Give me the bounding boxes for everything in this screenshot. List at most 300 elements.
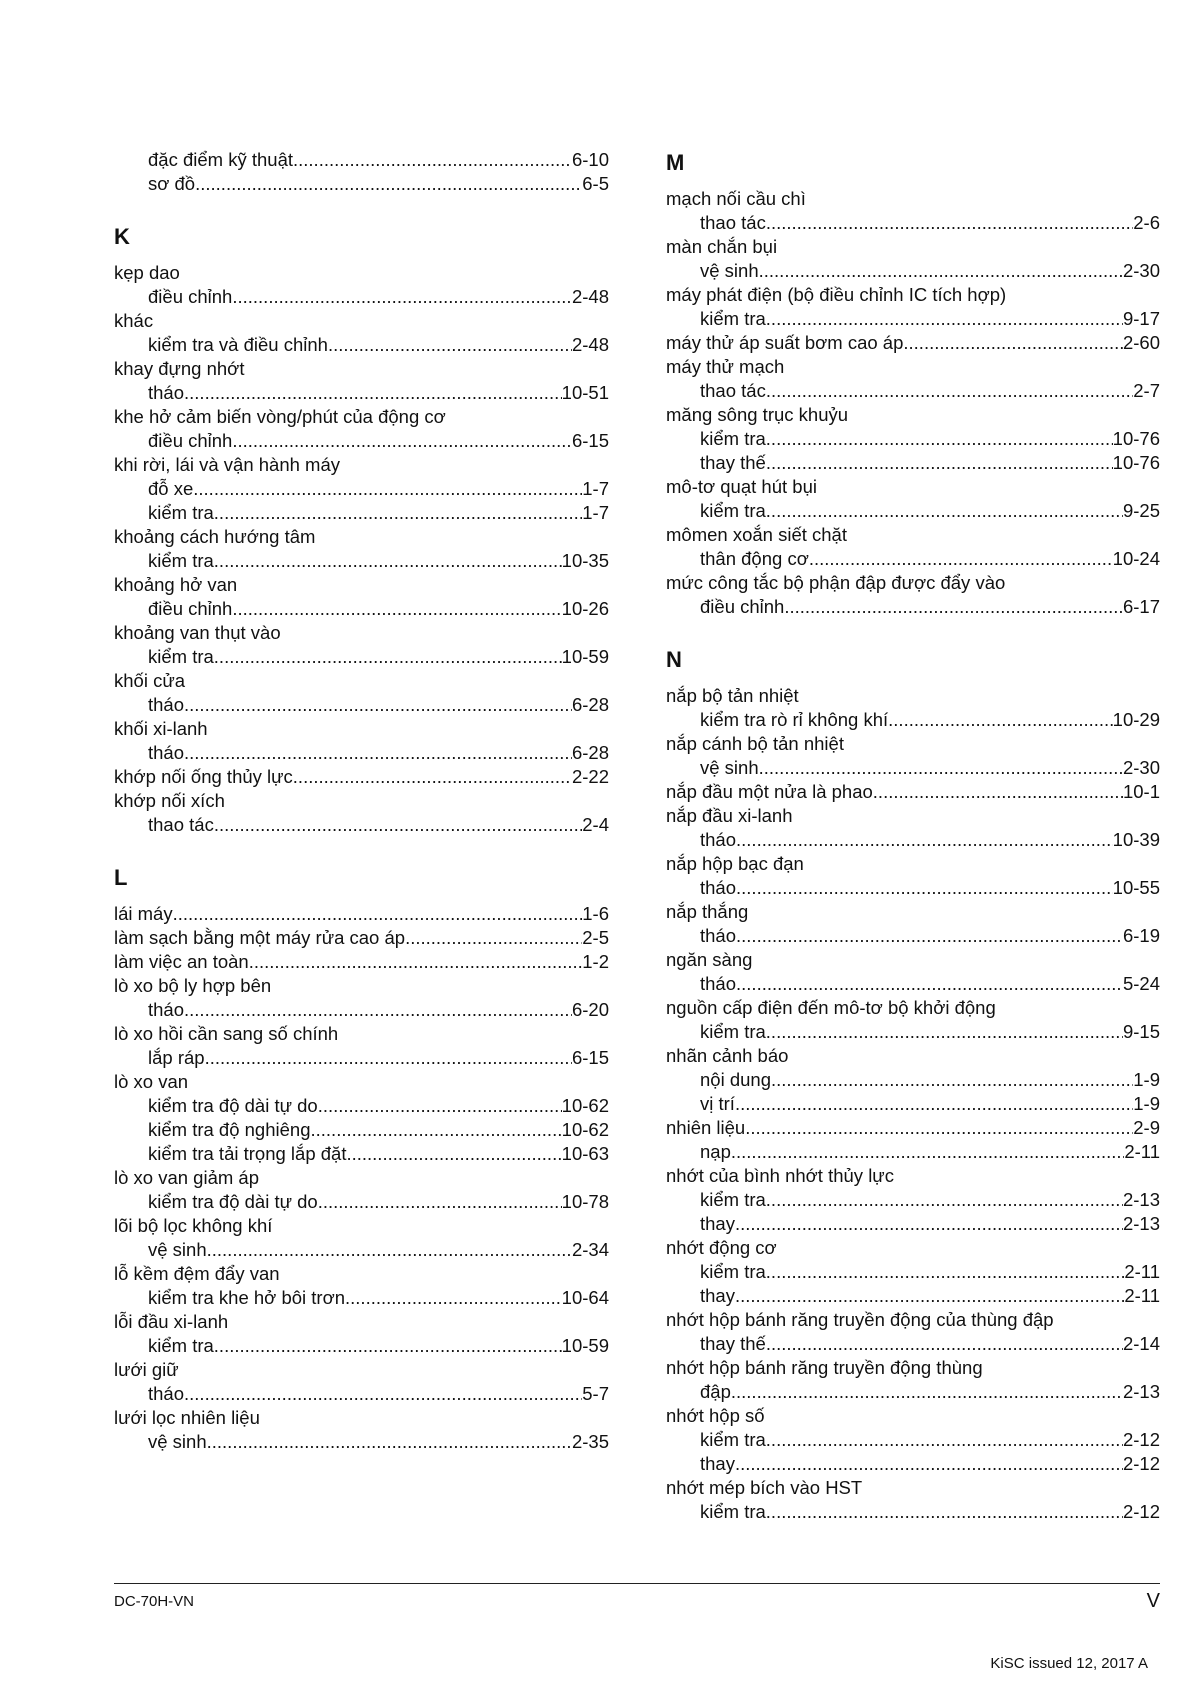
entry-text: nắp bộ tản nhiệt [666, 685, 799, 706]
page-ref: 2-34 [571, 1239, 609, 1260]
index-heading [666, 948, 1160, 972]
page-ref: 2-4 [582, 814, 609, 835]
dot-leader [784, 595, 1123, 619]
dot-leader [766, 1500, 1123, 1524]
entry-text: lõi bộ lọc không khí [114, 1215, 273, 1236]
entry-text: thay thế [700, 1333, 766, 1354]
page-ref: 2-11 [1124, 1261, 1160, 1282]
page-ref: 2-13 [1122, 1381, 1160, 1402]
index-entry [114, 998, 609, 1022]
index-entry [114, 1382, 609, 1406]
index-heading [114, 669, 609, 693]
index-heading [666, 283, 1160, 307]
page-ref: 2-14 [1122, 1333, 1160, 1354]
dot-leader [328, 333, 572, 357]
entry-text: nhớt hộp bánh răng truyền động thùng [666, 1357, 983, 1378]
entry-text: thay [700, 1285, 735, 1306]
index-entry [114, 172, 609, 196]
entry-text: kiểm tra [148, 1335, 214, 1356]
entry-text: nắp thắng [666, 901, 749, 922]
page-ref: 2-12 [1122, 1453, 1160, 1474]
entry-text: lưới lọc nhiên liệu [114, 1407, 260, 1428]
index-entry [666, 972, 1160, 996]
page-ref: 2-6 [1133, 212, 1160, 233]
entry-text: lò xo van giảm áp [114, 1167, 260, 1188]
entry-text: nhớt động cơ [666, 1237, 777, 1258]
dot-leader [736, 876, 1113, 900]
page-ref: 2-48 [571, 286, 609, 307]
entry-text: lò xo bộ ly hợp bên [114, 975, 272, 996]
entry-text: nhớt của bình nhớt thủy lực [666, 1165, 894, 1186]
entry-text: kiểm tra [700, 500, 766, 521]
page-ref: 6-15 [571, 1047, 609, 1068]
index-heading [114, 1070, 609, 1094]
entry-text: thay thế [700, 452, 766, 473]
dot-leader [771, 1068, 1133, 1092]
page-ref: 10-76 [1112, 428, 1160, 449]
page-ref: 6-28 [571, 694, 609, 715]
page-ref: 1-2 [582, 951, 609, 972]
index-entry [114, 1286, 609, 1310]
index-heading [666, 523, 1160, 547]
index-entry [114, 501, 609, 525]
dot-leader [318, 1190, 562, 1214]
page-ref: 2-48 [571, 334, 609, 355]
index-heading [114, 1310, 609, 1334]
page-ref: 1-7 [582, 478, 609, 499]
index-heading [666, 1404, 1160, 1428]
entry-text: kiểm tra tải trọng lắp đặt [148, 1143, 347, 1164]
entry-text: kiểm tra [700, 1261, 766, 1282]
page-ref: 5-7 [582, 1383, 609, 1404]
entry-text: khe hở cảm biến vòng/phút của động cơ [114, 406, 446, 427]
entry-text: nắp đầu một nửa là phao [666, 781, 873, 802]
index-heading [666, 1356, 1160, 1380]
entry-text: khoảng van thụt vào [114, 622, 281, 643]
index-entry [666, 1020, 1160, 1044]
index-entry [666, 307, 1160, 331]
index-heading [666, 852, 1160, 876]
index-entry [114, 1094, 609, 1118]
index-entry [666, 1284, 1160, 1308]
entry-text: lỗ kềm đệm đẩy van [114, 1263, 280, 1284]
entry-text: kiểm tra [700, 428, 766, 449]
entry-text: kiểm tra [700, 1189, 766, 1210]
dot-leader [735, 1212, 1123, 1236]
index-column-right [666, 148, 1160, 1524]
dot-leader [405, 926, 582, 950]
entry-text: kiểm tra [148, 646, 214, 667]
page-ref: 6-15 [571, 430, 609, 451]
index-entry [114, 429, 609, 453]
index-entry [114, 902, 609, 926]
index-heading [114, 1262, 609, 1286]
page-ref: 10-63 [561, 1143, 609, 1164]
index-entry [114, 950, 609, 974]
entry-text: tháo [700, 973, 737, 994]
index-entry [666, 1116, 1160, 1140]
index-heading [114, 357, 609, 381]
page-ref: 9-25 [1122, 500, 1160, 521]
entry-text: kiểm tra độ dài tự do [148, 1095, 318, 1116]
index-heading [666, 1476, 1160, 1500]
index-heading [666, 732, 1160, 756]
page-ref: 10-62 [561, 1119, 609, 1140]
dot-leader [293, 148, 572, 172]
entry-text: kiểm tra [700, 308, 766, 329]
index-heading [666, 1044, 1160, 1068]
index-entry [666, 1332, 1160, 1356]
dot-leader [888, 708, 1113, 732]
entry-text: ngăn sàng [666, 949, 753, 970]
entry-text: vệ sinh [148, 1239, 207, 1260]
index-heading [114, 261, 609, 285]
dot-leader [735, 1452, 1123, 1476]
entry-text: đập [700, 1381, 731, 1402]
index-entry [666, 828, 1160, 852]
entry-text: nội dung [700, 1069, 771, 1090]
index-heading [666, 996, 1160, 1020]
entry-text: khối cửa [114, 670, 186, 691]
section-letter: M [666, 150, 685, 175]
page-ref: 5-24 [1122, 973, 1160, 994]
dot-leader [873, 780, 1123, 804]
entry-text: khoảng hở van [114, 574, 238, 595]
page-ref: 1-7 [582, 502, 609, 523]
entry-text: thay [700, 1453, 735, 1474]
entry-text: vệ sinh [700, 757, 759, 778]
page-ref: 10-35 [561, 550, 609, 571]
dot-leader [214, 501, 582, 525]
index-entry [114, 765, 609, 789]
entry-text: mômen xoắn siết chặt [666, 524, 847, 545]
entry-text: tháo [148, 382, 185, 403]
page-ref: 10-78 [561, 1191, 609, 1212]
dot-leader [766, 427, 1113, 451]
page-ref: 6-20 [571, 999, 609, 1020]
dot-leader [346, 1142, 561, 1166]
page-ref: 2-30 [1122, 757, 1160, 778]
page-ref: 9-15 [1122, 1021, 1160, 1042]
index-column-left [114, 148, 609, 1454]
entry-text: nhãn cảnh báo [666, 1045, 789, 1066]
entry-text: nhớt hộp số [666, 1405, 765, 1426]
index-entry [666, 331, 1160, 355]
dot-leader [735, 1284, 1124, 1308]
entry-text: khi rời, lái và vận hành máy [114, 454, 341, 475]
dot-leader [759, 756, 1123, 780]
dot-leader [745, 1116, 1133, 1140]
entry-text: nhớt hộp bánh răng truyền động của thùng đập [666, 1309, 1054, 1330]
entry-text: kiểm tra [148, 550, 214, 571]
dot-leader [735, 1092, 1133, 1116]
entry-text: khớp nối xích [114, 790, 225, 811]
dot-leader [207, 1430, 572, 1454]
section-letter: K [114, 224, 130, 249]
index-entry [666, 427, 1160, 451]
entry-text: kiểm tra độ nghiêng [148, 1119, 311, 1140]
page-ref: 2-13 [1122, 1189, 1160, 1210]
entry-text: kiểm tra [700, 1429, 766, 1450]
page-ref: 9-17 [1122, 308, 1160, 329]
entry-text: máy thử mạch [666, 356, 785, 377]
index-entry [114, 381, 609, 405]
entry-text: đỗ xe [148, 478, 194, 499]
dot-leader [736, 924, 1123, 948]
index-heading [114, 1166, 609, 1190]
footer-page-number: V [1146, 1590, 1160, 1612]
page-ref: 6-28 [571, 742, 609, 763]
page-ref: 2-12 [1122, 1429, 1160, 1450]
entry-text: nạp [700, 1141, 731, 1162]
entry-text: khoảng cách hướng tâm [114, 526, 316, 547]
index-entry [114, 1142, 609, 1166]
index-heading [666, 1308, 1160, 1332]
entry-text: lỗi đầu xi-lanh [114, 1311, 229, 1332]
entry-text: nhiên liệu [666, 1117, 746, 1138]
index-entry [666, 756, 1160, 780]
index-entry [114, 1190, 609, 1214]
entry-text: kiểm tra rò rỉ không khí [700, 709, 889, 730]
page-ref: 10-51 [561, 382, 609, 403]
dot-leader [766, 1260, 1125, 1284]
index-heading [114, 974, 609, 998]
dot-leader [184, 693, 572, 717]
entry-text: làm việc an toàn [114, 951, 249, 972]
index-heading [114, 1214, 609, 1238]
issued-note: KiSC issued 12, 2017 A [990, 1655, 1148, 1672]
index-heading [666, 475, 1160, 499]
page-ref: 2-22 [571, 766, 609, 787]
page-ref: 2-11 [1124, 1141, 1160, 1162]
index-entry [114, 693, 609, 717]
index-heading [114, 1358, 609, 1382]
dot-leader [232, 429, 572, 453]
dot-leader [766, 307, 1123, 331]
entry-text: tháo [700, 877, 737, 898]
index-entry [114, 741, 609, 765]
index-entry [666, 1428, 1160, 1452]
entry-text: điều chỉnh [700, 596, 785, 617]
dot-leader [232, 597, 561, 621]
entry-text: thay [700, 1213, 735, 1234]
entry-text: lái máy [114, 903, 173, 924]
index-entry [666, 1188, 1160, 1212]
index-entry [666, 547, 1160, 571]
page-ref: 2-35 [571, 1431, 609, 1452]
page-ref: 2-11 [1124, 1285, 1160, 1306]
dot-leader [193, 477, 582, 501]
dot-leader [766, 379, 1133, 403]
entry-text: lưới giữ [114, 1359, 179, 1380]
entry-text: sơ đồ [148, 173, 196, 194]
entry-text: kiểm tra [700, 1501, 766, 1522]
entry-text: kiểm tra và điều chỉnh [148, 334, 328, 355]
entry-text: máy thử áp suất bơm cao áp [666, 332, 904, 353]
page-ref: 10-29 [1112, 709, 1160, 730]
entry-text: mức công tắc bộ phận đập được đẩy vào [666, 572, 1006, 593]
index-entry [666, 1260, 1160, 1284]
dot-leader [766, 1188, 1123, 1212]
index-entry [114, 477, 609, 501]
entry-text: tháo [700, 829, 737, 850]
entry-text: mạch nối cầu chì [666, 188, 806, 209]
index-entry [114, 597, 609, 621]
index-entry [114, 333, 609, 357]
page-ref: 6-19 [1122, 925, 1160, 946]
dot-leader [345, 1286, 562, 1310]
index-entry [666, 595, 1160, 619]
page-ref: 10-1 [1122, 781, 1160, 802]
dot-leader [736, 972, 1123, 996]
index-entry [114, 926, 609, 950]
entry-text: kiểm tra [700, 1021, 766, 1042]
entry-text: tháo [700, 925, 737, 946]
dot-leader [173, 902, 583, 926]
footer-doc-code: DC-70H-VN [114, 1593, 195, 1610]
page-ref: 10-26 [561, 598, 609, 619]
dot-leader [184, 998, 572, 1022]
page-ref: 1-9 [1133, 1069, 1160, 1090]
page-ref: 2-60 [1122, 332, 1160, 353]
index-heading [666, 571, 1160, 595]
entry-text: nắp đầu xi-lanh [666, 805, 793, 826]
index-heading [114, 1022, 609, 1046]
page-ref: 10-39 [1112, 829, 1160, 850]
entry-text: tháo [148, 742, 185, 763]
index-entry [666, 1452, 1160, 1476]
entry-text: khớp nối ống thủy lực [114, 766, 293, 787]
entry-text: khối xi-lanh [114, 718, 208, 739]
dot-leader [232, 285, 572, 309]
index-entry [114, 1238, 609, 1262]
dot-leader [903, 331, 1123, 355]
entry-text: lò xo van [114, 1071, 189, 1092]
index-heading [114, 525, 609, 549]
dot-leader [214, 549, 562, 573]
section-letter: L [114, 865, 128, 890]
dot-leader [731, 1140, 1124, 1164]
page-ref: 2-13 [1122, 1213, 1160, 1234]
dot-leader [766, 1332, 1123, 1356]
entry-text: lò xo hồi cần sang số chính [114, 1023, 339, 1044]
index-heading [114, 309, 609, 333]
page-ref: 10-62 [561, 1095, 609, 1116]
dot-leader [249, 950, 583, 974]
index-entry [666, 451, 1160, 475]
index-heading [666, 403, 1160, 427]
entry-text: máy phát điện (bộ điều chỉnh IC tích hợp) [666, 284, 1007, 305]
page-ref: 10-76 [1112, 452, 1160, 473]
entry-text: khay đựng nhớt [114, 358, 245, 379]
index-entry [666, 379, 1160, 403]
dot-leader [731, 1380, 1123, 1404]
page-ref: 2-30 [1122, 260, 1160, 281]
entry-text: thao tác [148, 814, 214, 835]
index-heading [114, 1406, 609, 1430]
dot-leader [214, 645, 562, 669]
page-ref: 1-6 [582, 903, 609, 924]
index-heading [114, 717, 609, 741]
index-entry [114, 1430, 609, 1454]
page-ref: 6-5 [582, 173, 609, 194]
page-ref: 10-24 [1112, 548, 1160, 569]
entry-text: vị trí [700, 1093, 735, 1114]
entry-text: kẹp dao [114, 262, 180, 283]
index-entry [114, 148, 609, 172]
entry-text: tháo [148, 999, 185, 1020]
dot-leader [207, 1238, 572, 1262]
dot-leader [214, 813, 582, 837]
entry-text: nắp cánh bộ tản nhiệt [666, 733, 844, 754]
entry-text: măng sông trục khuỷu [666, 404, 849, 425]
entry-text: điều chỉnh [148, 286, 233, 307]
index-entry [114, 1334, 609, 1358]
dot-leader [293, 765, 572, 789]
index-entry [666, 1212, 1160, 1236]
entry-text: vệ sinh [148, 1431, 207, 1452]
index-entry [114, 645, 609, 669]
dot-leader [809, 547, 1113, 571]
entry-text: lắp ráp [148, 1047, 205, 1068]
dot-leader [766, 1020, 1123, 1044]
page-ref: 10-59 [561, 646, 609, 667]
index-entry [666, 780, 1160, 804]
index-entry [114, 1046, 609, 1070]
entry-text: kiểm tra khe hở bôi trơn [148, 1287, 346, 1308]
index-entry [666, 1068, 1160, 1092]
index-entry [666, 1380, 1160, 1404]
entry-text: nguồn cấp điện đến mô-tơ bộ khởi động [666, 997, 996, 1018]
section-letter: N [666, 647, 682, 672]
index-entry [114, 285, 609, 309]
index-heading [666, 1236, 1160, 1260]
dot-leader [184, 381, 562, 405]
dot-leader [195, 172, 582, 196]
index-entry [666, 1500, 1160, 1524]
index-heading [666, 187, 1160, 211]
entry-text: làm sạch bằng một máy rửa cao áp [114, 927, 406, 948]
index-heading [666, 684, 1160, 708]
entry-text: thân động cơ [700, 548, 809, 569]
index-entry [666, 876, 1160, 900]
dot-leader [205, 1046, 572, 1070]
index-entry [666, 708, 1160, 732]
dot-leader [766, 211, 1133, 235]
entry-text: nắp hộp bạc đạn [666, 853, 804, 874]
index-entry [666, 211, 1160, 235]
page-ref: 10-55 [1112, 877, 1160, 898]
index-heading [114, 789, 609, 813]
index-entry [114, 549, 609, 573]
index-heading [666, 804, 1160, 828]
index-heading [114, 573, 609, 597]
dot-leader [766, 1428, 1123, 1452]
entry-text: kiểm tra [148, 502, 214, 523]
dot-leader [184, 1382, 582, 1406]
index-heading [666, 900, 1160, 924]
dot-leader [766, 451, 1113, 475]
dot-leader [318, 1094, 562, 1118]
dot-leader [214, 1334, 562, 1358]
page-ref: 2-5 [582, 927, 609, 948]
index-heading [114, 621, 609, 645]
index-heading [114, 405, 609, 429]
index-heading [666, 1164, 1160, 1188]
index-entry [666, 499, 1160, 523]
dot-leader [759, 259, 1123, 283]
page-ref: 10-64 [561, 1287, 609, 1308]
